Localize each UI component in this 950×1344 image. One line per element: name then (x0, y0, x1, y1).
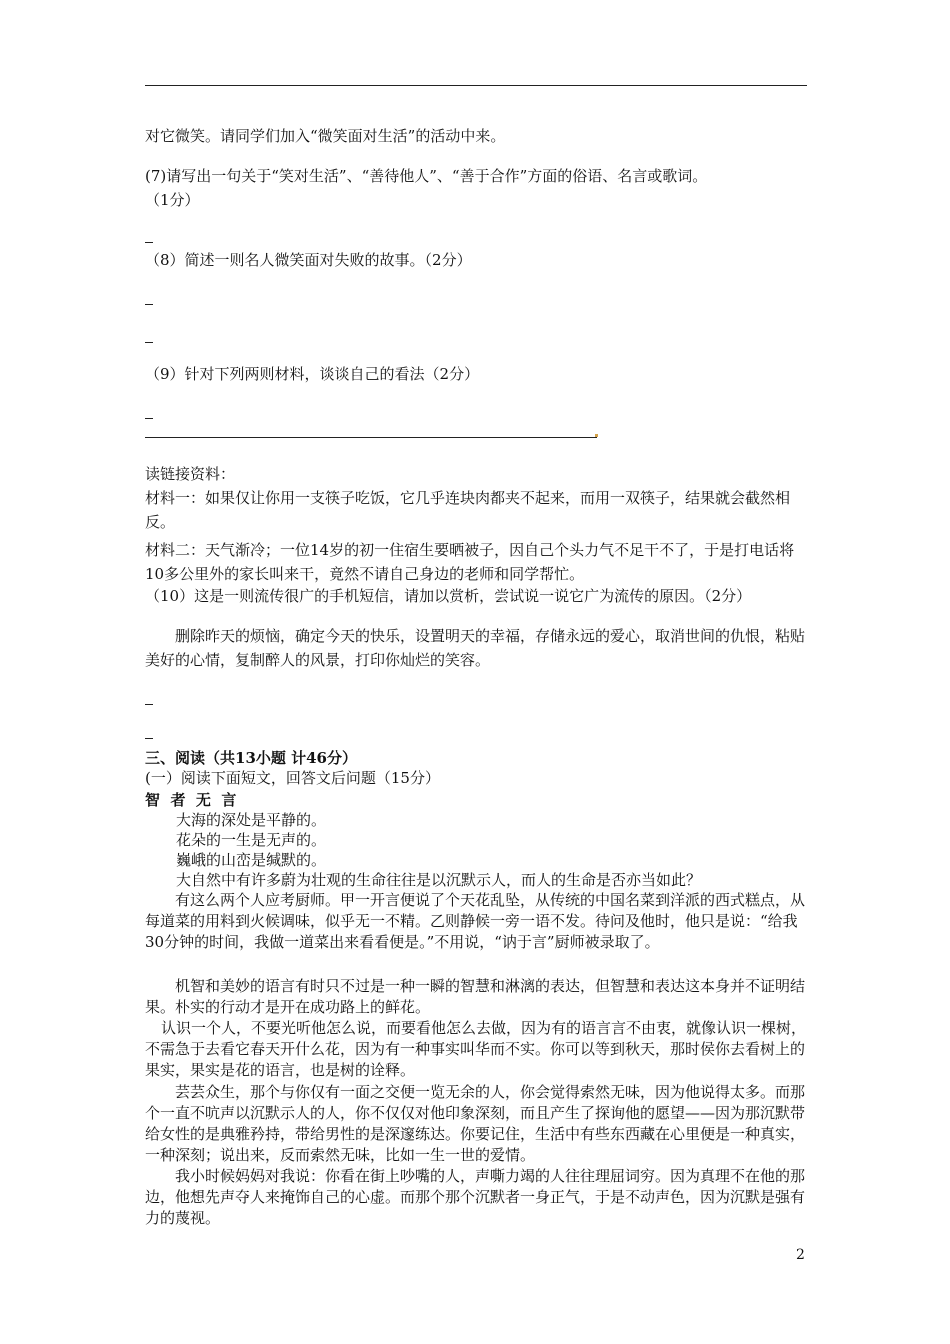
poem-line: 大海的深处是平静的。 (176, 811, 327, 829)
answer-line (145, 242, 153, 243)
answer-line (145, 418, 153, 419)
material-1: 材料一：如果仅让你用一支筷子吃饭，它几乎连块肉都夹不起来，而用一双筷子，结果就会截然相反。 (145, 489, 791, 531)
sms-text: 删除昨天的烦恼，确定今天的快乐，设置明天的幸福，存储永远的爱心，取消世间的仇恨，粘贴美好的心情，复制醉人的风景，打印你灿烂的笑容。 (145, 627, 806, 669)
answer-line (145, 738, 153, 739)
answer-line (145, 304, 153, 305)
part-1-heading: (一）阅读下面短文，回答文后问题（15分） (145, 769, 440, 787)
section-3-heading: 三、阅读（共13小题 计46分） (145, 749, 357, 767)
answer-line (145, 704, 153, 705)
poem-line: 花朵的一生是无声的。 (176, 831, 327, 849)
link-title: 读链接资料： (145, 465, 236, 483)
header-rule (145, 85, 807, 86)
question-10: （10）这是一则流传很广的手机短信，请加以赏析，尝试说一说它广为流传的原因。（2分） (145, 587, 752, 605)
question-9: （9）针对下列两则材料，谈谈自己的看法（2分） (145, 365, 480, 383)
essay-paragraph-3: 机智和美妙的语言有时只不过是一种一瞬的智慧和淋漓的表达，但智慧和表达这本身并不证明结果。朴实的行动才是开在成功路上的鲜花。 (145, 977, 806, 1016)
essay-paragraph-2: 有这么两个人应考厨师。甲一开言便说了个天花乱坠，从传统的中国名菜到洋派的西式糕点，从每道菜的用料到火候调味，似乎无一不精。乙则静候一旁一语不发。待问及他时，他只是说：“给我30分钟的时间，我做一道菜出来看看便是。”不用说，“讷于言”厨师被录取了。 (145, 891, 806, 951)
poem-line: 巍峨的山峦是缄默的。 (176, 851, 327, 869)
essay-title: 智 者 无 言 (145, 791, 237, 809)
essay-paragraph-1: 大自然中有许多蔚为壮观的生命往往是以沉默示人，而人的生命是否亦当如此？ (176, 871, 702, 889)
essay-paragraph-6: 我小时候妈妈对我说：你看在街上吵嘴的人，声嘶力竭的人往往理屈词穷。因为真理不在他的那边，他想先声夺人来掩饰自己的心虚。而那个那个沉默者一身正气，于是不动声色，因为沉默是强有力的蔑视。 (145, 1167, 806, 1227)
essay-paragraph-4: 认识一个人，不要光听他怎么说，而要看他怎么去做，因为有的语言言不由衷，就像认识一棵树，不需急于去看它春天开什么花，因为有一种事实叫华而不实。你可以等到秋天，那时侯你去看树上的果实，果实是花的语言，也是树的诠释。 (145, 1019, 807, 1079)
question-8: （8）简述一则名人微笑面对失败的故事。（2分） (145, 251, 472, 269)
question-7-score: （1分） (145, 191, 200, 209)
page-number: 2 (796, 1247, 805, 1263)
answer-rule (145, 437, 597, 438)
question-7: (7)请写出一句关于“笑对生活”、“善待他人”、“善于合作”方面的俗语、名言或歌词。 (145, 167, 708, 185)
answer-line (145, 342, 153, 343)
material-2: 材料二：天气渐冷；一位14岁的初一住宿生要晒被子，因自己个头力气不足干不了，于是打电话将10多公里外的家长叫来干，竟然不请自己身边的老师和同学帮忙。 (145, 541, 795, 583)
essay-paragraph-5: 芸芸众生，那个与你仅有一面之交便一览无余的人，你会觉得索然无味，因为他说得太多。而那个一直不吭声以沉默示人的人，你不仅仅对他印象深刻，而且产生了探询他的愿望——因为那沉默带给女性的是典雅矜持，带给男性的是深邃练达。你要记住，生活中有些东西藏在心里便是一种真实，一种深刻；说出来，反而索然无味，比如一生一世的爱情。 (145, 1083, 806, 1164)
decorative-dot (595, 434, 598, 437)
paragraph-smile: 对它微笑。请同学们加入“微笑面对生活”的活动中来。 (145, 127, 506, 145)
